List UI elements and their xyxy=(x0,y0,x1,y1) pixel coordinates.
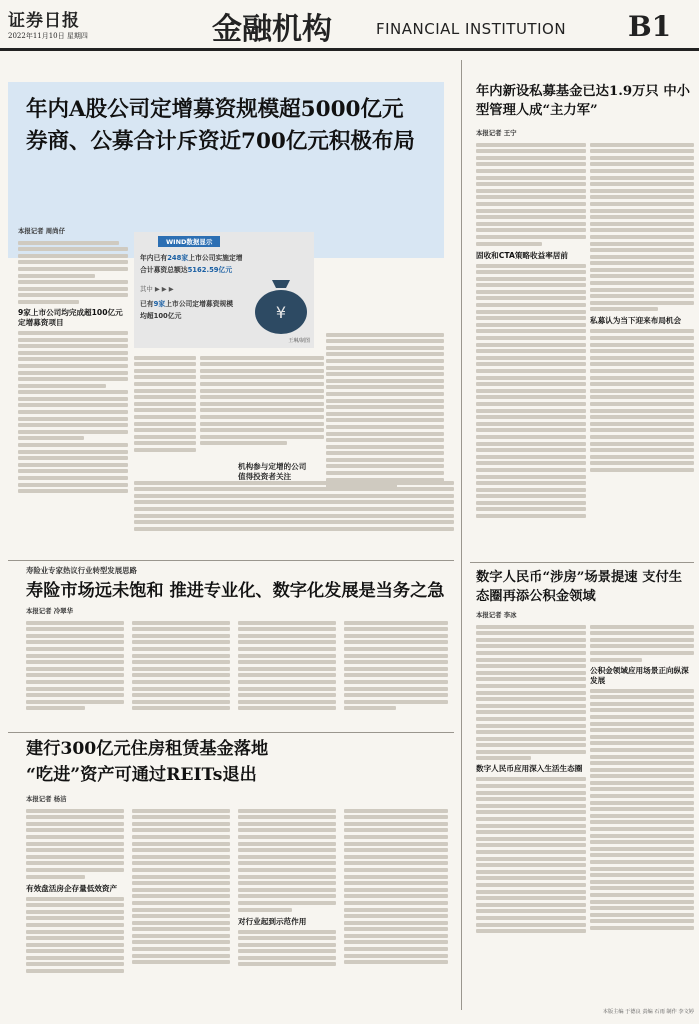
third-story-headline-line-1: 建行300亿元住房租赁基金落地 xyxy=(26,739,269,759)
right-lower-column-2 xyxy=(590,622,694,1010)
wind-stat-line-2: 合计募资总额达5162.59亿元 xyxy=(140,266,233,274)
second-story-column-4 xyxy=(344,618,448,730)
lead-byline: 本报记者 周尚仔 xyxy=(18,227,65,235)
section-title-en: FINANCIAL INSTITUTION xyxy=(376,20,567,38)
newspaper-logo: 证券日报 xyxy=(8,11,80,31)
section-title: 金融机构 xyxy=(212,12,332,47)
right-lower-byline: 本报记者 李冰 xyxy=(476,611,517,619)
story-divider-1 xyxy=(8,560,454,561)
masthead-rule xyxy=(0,48,699,51)
lead-article-column-1 xyxy=(18,238,128,618)
wind-data-infographic xyxy=(134,232,314,348)
lead-subhead-2: 机构参与定增的公司 值得投资者关注 xyxy=(238,462,307,481)
right-lower-column-1 xyxy=(476,622,586,1010)
lead-article-column-5 xyxy=(134,478,454,558)
lead-headline xyxy=(26,94,436,158)
right-lower-subhead-1: 公积金领域应用场景正向纵深发展 xyxy=(590,665,689,685)
wind-stat-line-1: 年内已有248家上市公司实施定增 xyxy=(140,254,243,262)
right-lower-subhead-2: 数字人民币应用深入生活生态圈 xyxy=(476,764,583,774)
third-story-headline-line-2: “吃进”资产可通过REITs退出 xyxy=(26,765,257,785)
wind-tag: WIND数据显示 xyxy=(158,236,220,247)
right-top-subhead-1: 固收和CTA策略收益率居前 xyxy=(476,250,568,260)
graphic-credit: 王琳/制图 xyxy=(288,338,310,344)
right-top-subhead-2: 私募认为当下迎来布局机会 xyxy=(590,316,682,326)
money-bag-icon xyxy=(246,266,314,336)
svg-text:¥: ¥ xyxy=(275,303,287,322)
wind-arrow-row: 其中 ▶ ▶ ▶ xyxy=(140,285,174,293)
third-story-column-2 xyxy=(132,806,230,1016)
column-divider xyxy=(461,60,462,1010)
right-top-column-2 xyxy=(590,140,694,560)
wind-stat-line-3: 已有9家上市公司定增募资规模 xyxy=(140,300,234,308)
second-story-kicker: 寿险业专家热议行业转型发展思路 xyxy=(26,566,137,575)
story-divider-3 xyxy=(470,562,694,563)
second-story-column-3 xyxy=(238,618,336,730)
third-story-byline: 本报记者 杨洁 xyxy=(26,795,67,803)
lead-article-column-2 xyxy=(134,353,196,463)
third-story-column-4 xyxy=(344,806,448,1016)
right-top-headline: 年内新设私募基金已达1.9万只 中小型管理人成“主力军” xyxy=(476,84,690,118)
story-divider-2 xyxy=(8,732,454,733)
right-lower-headline: 数字人民币“涉房”场景提速 支付生态圈再添公积金领域 xyxy=(476,570,683,604)
third-story-subhead-1: 有效盘活房企存量低效资产 xyxy=(26,883,118,893)
right-top-byline: 本报记者 王宁 xyxy=(476,129,517,137)
masthead xyxy=(0,0,699,60)
second-story-byline: 本报记者 冷翠华 xyxy=(26,607,73,615)
wind-stat-line-4: 均超100亿元 xyxy=(140,312,182,320)
third-story-headline xyxy=(26,736,452,788)
third-story-column-1 xyxy=(26,806,124,1016)
third-story-column-3 xyxy=(238,806,336,1016)
lead-subhead: 9家上市公司均完成超100亿元定增募资项目 xyxy=(18,307,123,327)
second-story-column-2 xyxy=(132,618,230,730)
second-story-column-1 xyxy=(26,618,124,730)
lead-headline-line-2: 券商、公募合计斥资近700亿元积极布局 xyxy=(26,129,415,154)
lead-headline-line-1: 年内A股公司定增募资规模超5000亿元 xyxy=(26,97,404,122)
right-top-column-1 xyxy=(476,140,586,560)
second-story-headline: 寿险市场远未饱和 推进专业化、数字化发展是当务之急 xyxy=(26,581,445,601)
issue-date: 2022年11月10日 星期四 xyxy=(8,32,88,40)
page-footer: 本版主编 于德良 责编 石雨 制作 李文婷 xyxy=(602,1009,694,1015)
third-story-subhead-2: 对行业起到示范作用 xyxy=(238,916,307,926)
page-number: B1 xyxy=(628,10,672,43)
